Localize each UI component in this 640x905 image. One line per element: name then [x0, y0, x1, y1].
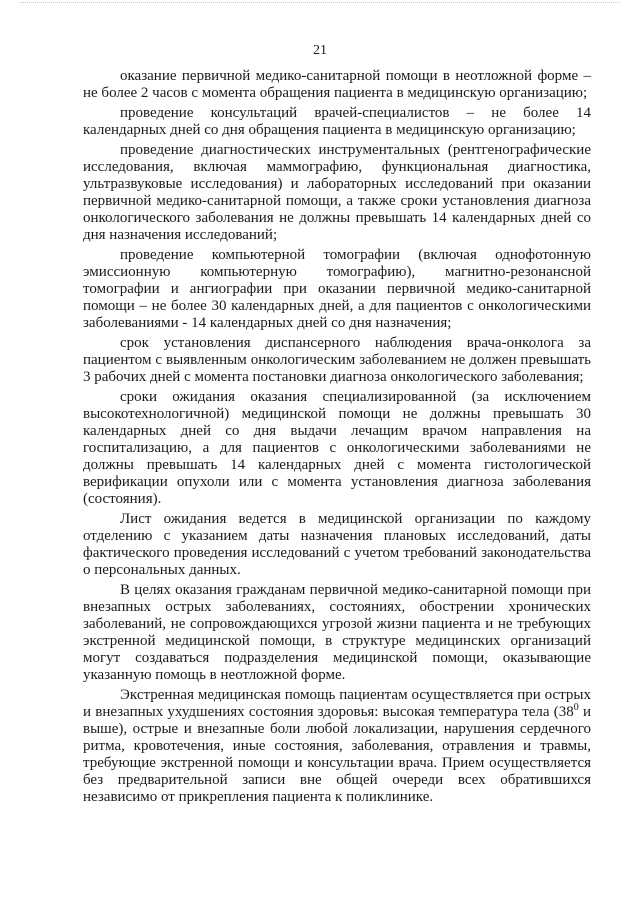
- paragraph-specialized-care-wait: сроки ожидания оказания специализированной (за исключением высокотехнологичной) медицинской помощи не должны превышать 30 календарных дней со дня выдачи лечащим врачом направления на госпитализацию, а для пациентов с онкологическими заболеваниями не должны превышать 14 календарных дней с момента гистологической верификации опухоли или с момента установления диагноза заболевания (состояния).: [83, 389, 591, 507]
- paragraph-specialist-consultations: проведение консультаций врачей-специалистов – не более 14 календарных дней со дня обращения пациента в медицинскую организацию;: [83, 105, 591, 138]
- paragraph-oncologist-observation: срок установления диспансерного наблюдения врача-онколога за пациентом с выявленным онкологическим заболеванием не должен превышать 3 рабочих дней с момента постановки диагноза онкологического заболевания;: [83, 335, 591, 385]
- scan-top-edge: [20, 2, 620, 3]
- paragraph-waiting-list: Лист ожидания ведется в медицинской организации по каждому отделению с указанием даты назначения плановых исследований, даты фактического проведения исследований с учетом требований законодательства о персональных данных.: [83, 511, 591, 578]
- paragraph-urgent-care: оказание первичной медико-санитарной помощи в неотложной форме – не более 2 часов с момента обращения пациента в медицинскую организацию;: [83, 68, 591, 101]
- emergency-text-part-1: Экстренная медицинская помощь пациентам осуществляется при острых и внезапных ухудшениях состояния здоровья: высокая температура тела (38: [83, 687, 591, 720]
- paragraph-emergency-care: [83, 687, 591, 806]
- emergency-text-part-2: и выше), острые и внезапные боли любой локализации, нарушения сердечного ритма, кровотечения, иные состояния, заболевания, отравления и травмы, требующие экстренной помощи и консультации врача. Прием осуществляется без предварительной записи вне общей очереди всех обратившихся независимо от прикрепления пациента к поликлинике.: [83, 704, 591, 805]
- document-body: [83, 68, 591, 809]
- degree-superscript: 0: [573, 702, 579, 713]
- paragraph-emergency-units: В целях оказания гражданам первичной медико-санитарной помощи при внезапных острых заболеваниях, состояниях, обострении хронических заболеваний, не сопровождающихся угрозой жизни пациента и не требующих экстренной медицинской помощи, в структуре медицинских организаций могут создаваться подразделения медицинской помощи, оказывающие указанную помощь в неотложной форме.: [83, 582, 591, 683]
- page-number: 21: [313, 43, 327, 58]
- paragraph-tomography: проведение компьютерной томографии (включая однофотонную эмиссионную компьютерную томографию), магнитно-резонансной томографии и ангиографии при оказании первичной медико-санитарной помощи – не более 30 календарных дней, а для пациентов с онкологическими заболеваниями - 14 календарных дней со дня назначения;: [83, 247, 591, 331]
- paragraph-diagnostic-studies: проведение диагностических инструментальных (рентгенографические исследования, включая маммографию, функциональная диагностика, ультразвуковые исследования) и лабораторных исследований при оказании первичной медико-санитарной помощи, а также сроки установления диагноза онкологического заболевания не должны превышать 14 календарных дней со дня назначения исследований;: [83, 142, 591, 243]
